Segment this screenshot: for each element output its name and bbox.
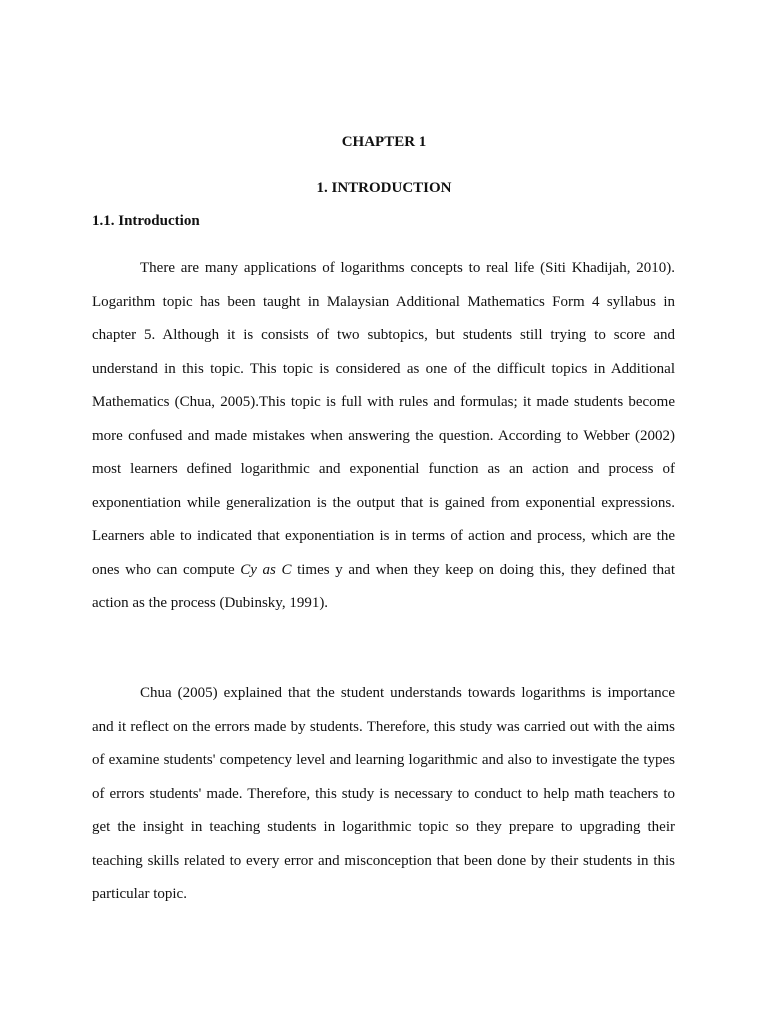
paragraph-1-text-end: times y and when they keep on doing this, they defined that action as the process (Dubinsky, 1991). [92, 561, 676, 611]
paragraph-1 [92, 252, 675, 621]
paragraph-1-italic-expression: Cy as C [240, 561, 292, 578]
subsection-heading: 1.1. Introduction [92, 213, 200, 229]
section-heading: 1. INTRODUCTION [316, 180, 452, 196]
chapter-heading: CHAPTER 1 [341, 134, 427, 150]
paragraph-1-text-start: There are many applications of logarithms concepts to real life (Siti Khadijah, 2010). Logarithm topic has been taught in Malaysian Additional Mathematics Form 4 syllabus in chapter 5. Although it is consists of two subtopics, but students still trying to score and understand in this topic. This topic is considered as one of the difficult topics in Additional Mathematics (Chua, 2005).This topic is full with rules and formulas; it made students become more confused and made mistakes when answering the question. According to Webber (2002) most learners defined logarithmic and exponential function as an action and process of exponentiation while generalization is the output that is gained from exponential expressions. Learners able to indicated that exponentiation is in terms of action and process, which are the ones who can compute [92, 260, 675, 578]
paragraph-2: Chua (2005) explained that the student understands towards logarithms is importance and it reflect on the errors made by students. Therefore, this study was carried out with the aims of examine students' competency level and learning logarithmic and also to investigate the types of errors students' made. Therefore, this study is necessary to conduct to help math teachers to get the insight in teaching students in logarithmic topic so they prepare to upgrading their teaching skills related to every error and misconception that been done by their students in this particular topic. [92, 685, 675, 902]
